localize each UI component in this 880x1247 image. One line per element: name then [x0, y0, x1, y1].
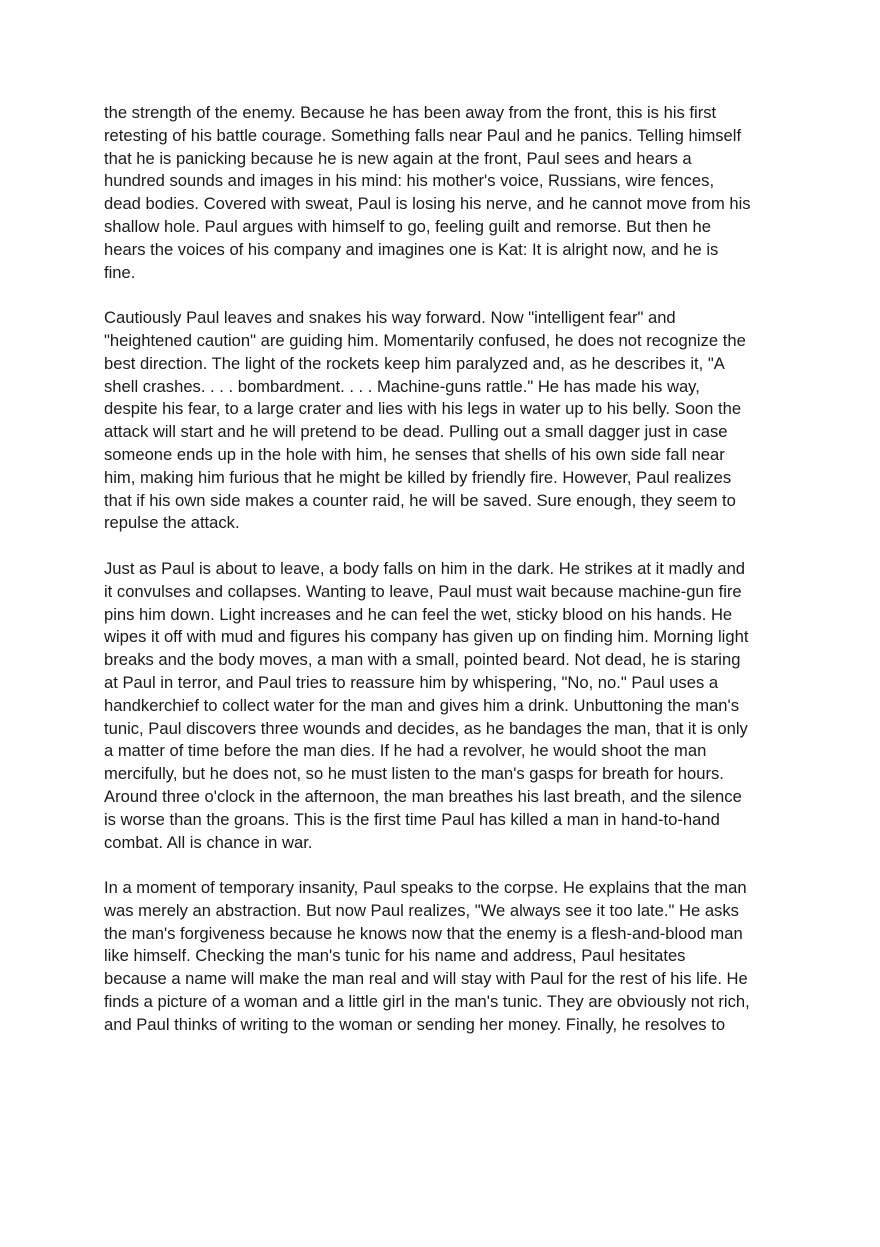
text-line: him, making him furious that he might be killed by friendly fire. However, Paul realizes	[104, 467, 732, 487]
text-line: pins him down. Light increases and he can feel the wet, sticky blood on his hands. He	[104, 604, 733, 624]
text-line: that he is panicking because he is new again at the front, Paul sees and hears a	[104, 148, 692, 168]
text-line: and Paul thinks of writing to the woman or sending her money. Finally, he resolves to	[104, 1014, 726, 1034]
text-line: handkerchief to collect water for the man and gives him a drink. Unbuttoning the man's	[104, 695, 739, 715]
text-line: breaks and the body moves, a man with a small, pointed beard. Not dead, he is staring	[104, 650, 741, 670]
text-line: despite his fear, to a large crater and lies with his legs in water up to his belly. Soon the	[104, 399, 742, 419]
text-line: In a moment of temporary insanity, Paul speaks to the corpse. He explains that the man	[104, 878, 747, 898]
text-line: because a name will make the man real and will stay with Paul for the rest of his life. He	[104, 969, 748, 989]
text-line: mercifully, but he does not, so he must listen to the man's gasps for breath for hours.	[104, 764, 724, 784]
text-line: shell crashes. . . . bombardment. . . . Machine-guns rattle." He has made his way,	[104, 376, 700, 396]
paragraph-1	[104, 102, 794, 284]
text-line: best direction. The light of the rockets keep him paralyzed and, as he describes it, "A	[104, 353, 725, 373]
text-line: combat. All is chance in war.	[104, 832, 313, 852]
paragraph-2	[104, 307, 794, 535]
text-line: someone ends up in the hole with him, he senses that shells of his own side fall near	[104, 444, 725, 464]
text-line: a matter of time before the man dies. If he had a revolver, he would shoot the man	[104, 741, 707, 761]
text-line: Cautiously Paul leaves and snakes his way forward. Now "intelligent fear" and	[104, 308, 676, 328]
text-line: tunic, Paul discovers three wounds and decides, as he bandages the man, that it is only	[104, 718, 748, 738]
text-line: it convulses and collapses. Wanting to leave, Paul must wait because machine-gun fire	[104, 581, 742, 601]
text-line: attack will start and he will pretend to be dead. Pulling out a small dagger just in case	[104, 422, 728, 442]
paragraph-4	[104, 877, 794, 1037]
text-line: "heightened caution" are guiding him. Momentarily confused, he does not recognize the	[104, 330, 746, 350]
text-line: Just as Paul is about to leave, a body falls on him in the dark. He strikes at it madly and	[104, 558, 746, 578]
text-line: hundred sounds and images in his mind: his mother's voice, Russians, wire fences,	[104, 171, 715, 191]
text-line: wipes it off with mud and figures his company has given up on finding him. Morning light	[104, 627, 749, 647]
text-line: shallow hole. Paul argues with himself to go, feeling guilt and remorse. But then he	[104, 216, 711, 236]
text-line: the man's forgiveness because he knows now that the enemy is a flesh-and-blood man	[104, 923, 743, 943]
text-line: was merely an abstraction. But now Paul realizes, "We always see it too late." He asks	[104, 900, 739, 920]
text-line: Around three o'clock in the afternoon, the man breathes his last breath, and the silence	[104, 786, 742, 806]
text-line: at Paul in terror, and Paul tries to reassure him by whispering, "No, no." Paul uses a	[104, 672, 719, 692]
text-line: like himself. Checking the man's tunic for his name and address, Paul hesitates	[104, 946, 686, 966]
text-line: that if his own side makes a counter raid, he will be saved. Sure enough, they seem to	[104, 490, 736, 510]
text-line: fine.	[104, 262, 136, 282]
text-line: finds a picture of a woman and a little girl in the man's tunic. They are obviously not rich,	[104, 992, 750, 1012]
text-line: hears the voices of his company and imagines one is Kat: It is alright now, and he is	[104, 239, 719, 259]
text-line: repulse the attack.	[104, 513, 240, 533]
paragraph-3	[104, 558, 794, 854]
text-line: the strength of the enemy. Because he has been away from the front, this is his first	[104, 103, 717, 122]
text-line: retesting of his battle courage. Something falls near Paul and he panics. Telling himself	[104, 125, 742, 145]
text-line: is worse than the groans. This is the first time Paul has killed a man in hand-to-hand	[104, 809, 720, 829]
body-text	[104, 102, 794, 1059]
text-line: dead bodies. Covered with sweat, Paul is losing his nerve, and he cannot move from his	[104, 194, 751, 214]
